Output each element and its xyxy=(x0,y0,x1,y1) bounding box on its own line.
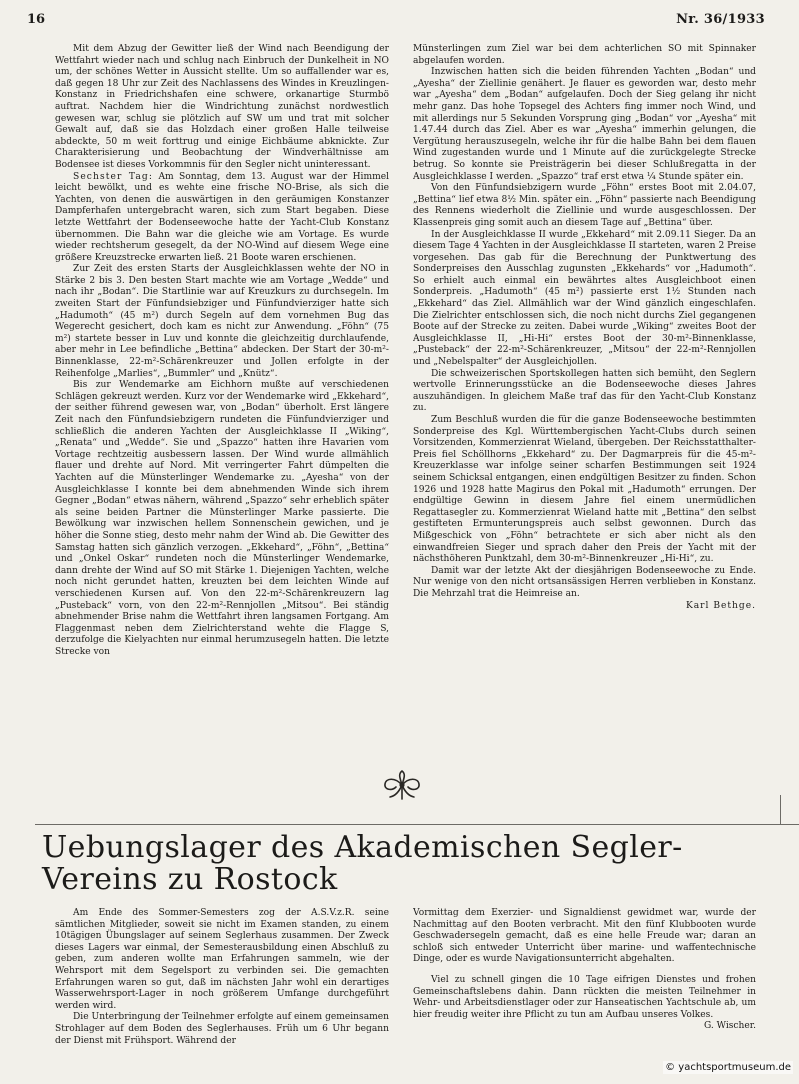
paragraph: Von den Fünfundsiebzigern wurde „Föhn“ erstes Boot mit 2.04.07, „Bettina“ lief etwa 8½ Min. später ein. „Föhn“ passierte nach Beendigung des Rennens wiederholt die Ziellinie und wurde ausgeschlossen. Der Klassenpreis ging somit auch an diesem Tage auf „Bettina“ über. xyxy=(413,183,756,228)
article2-left-column xyxy=(55,908,389,1076)
article2-headline: Uebungslager des Akademischen Segler-Vereins zu Rostock xyxy=(42,830,683,897)
section-text: Am Sonntag, dem 13. August war der Himmel leicht bewölkt, und es wehte eine frische NO-Brise, als sich die Yachten, von denen die auswärtigen in den geräumigen Konstanzer Dampferhafen untergebracht waren, sich zum Start begaben. Diese letzte Wettfahrt der Bodenseewoche hatte der Yacht-Club Konstanz übernommen. Die Bahn war die gleiche wie am Vortage. Es wurde wieder rechtsherum gesegelt, da der NO-Wind auf diesem Wege eine größere Kreuzstrecke erwarten ließ. 21 Boote waren erschienen. xyxy=(55,171,389,263)
paragraph: Münsterlingen zum Ziel war bei dem achterlichen SO mit Spinnaker abgelaufen worden. xyxy=(413,44,756,66)
paragraph: Zur Zeit des ersten Starts der Ausgleichklassen wehte der NO in Stärke 2 bis 3. Den besten Start machte wie am Vortage „Wedde“ und nach ihr „Bodan“. Die Startlinie war auf Kreuzkurs zu durchsegeln. Im zweiten Start der Fünfundsiebziger und Fünfundvierziger hatte sich „Hadumoth“ (45 m²) durch Segeln auf dem vornehmen Bug das Wegerecht gesichert, doch kam es nicht zur Anwendung. „Föhn“ (75 m²) startete besser in Luv und konnte die gleichzeitig durchlaufende, aber mehr in Lee befindliche „Bettina“ abdecken. Der Start der 30-m²-Binnenklasse, 22-m²-Schärenkreuzer und Jollen erfolgte in der Reihenfolge „Marlies“, „Bummler“ und „Knütz“. xyxy=(55,264,389,379)
paragraph: Vormittag dem Exerzier- und Signaldienst gewidmet war, wurde der Nachmittag auf den Booten verbracht. Mit den fünf Klubbooten wurde Geschwadersegeln gemacht, daß es eine helle Freude war; daran an schloß sich entweder Unterricht über marine- und waffentechnische Dinge, oder es wurde Navigationsunterricht abgehalten. xyxy=(413,908,756,965)
paragraph: Die Unterbringung der Teilnehmer erfolgte auf einem gemeinsamen Strohlager auf dem Boden des Seglerhauses. Früh um 6 Uhr begann der Dienst mit Frühsport. Während der xyxy=(55,1012,389,1046)
page-number: 16 xyxy=(27,12,46,27)
article1-left-column xyxy=(55,44,389,696)
paragraph: Die schweizerischen Sportskollegen hatten sich bemüht, den Seglern wertvolle Erinnerungsstücke an die Bodenseewoche dieses Jahres auszuhändigen. In gleichem Maße traf das für den Yacht-Club Konstanz zu. xyxy=(413,368,756,414)
author-signature: Karl Bethge. xyxy=(685,600,756,611)
watermark: © yachtsportmuseum.de xyxy=(665,1062,791,1073)
section-label: Sechster Tag: xyxy=(73,171,154,182)
article2-right-column xyxy=(413,908,756,1076)
paragraph: Am Ende des Sommer-Semesters zog der A.S.V.z.R. seine sämtlichen Mitglieder, soweit sie nicht im Examen standen, zu einem 10tägigen Übungslager auf seinem Seglerhaus zusammen. Der Zweck dieses Lagers war einmal, der Semesterausbildung einen Abschluß zu geben, zum anderen wollte man Erfahrungen sammeln, wie der Wehrsport mit dem Segelsport zu verbinden sei. Die gemachten Erfahrungen waren so gut, daß im nächsten Jahr wohl ein derartiges Wasserwehrsport-Lager in noch größerem Umfange durchgeführt werden wird. xyxy=(55,908,389,1011)
article1-right-column xyxy=(413,44,756,696)
paragraph xyxy=(55,172,389,265)
paragraph: Viel zu schnell gingen die 10 Tage eifrigen Dienstes und frohen Gemeinschaftslebens dahin. Dann rückten die meisten Teilnehmer in Wehr- und Arbeitsdienstlager oder zur Hanseatischen Yachtschule ab, um hier freudig weiter ihre Pflicht zu tun am Aufbau unseres Volkes. xyxy=(413,974,756,1020)
issue-number: Nr. 36/1933 xyxy=(676,12,765,27)
paragraph: Bis zur Wendemarke am Eichhorn mußte auf verschiedenen Schlägen gekreuzt werden. Kurz vor der Wendemarke wird „Ekkehard“, der seither führend gewesen war, von „Bodan“ überholt. Erst längere Zeit nach den Fünfundsiebzigern rundeten die Fünfundvierziger und schließlich die anderen Yachten der Ausgleichklasse II „Wiking“, „Renata“ und „Wedde“. Sie und „Spazzo“ hatten ihre Havarien vom Vortage rechtzeitig ausbessern lassen. Der Wind wurde allmählich flauer und drehte auf Nord. Mit verringerter Fahrt dümpelten die Yachten auf die Münsterlinger Wendemarke zu. „Ayesha“ von der Ausgleichklasse I konnte bei dem abnehmenden Winde sich ihrem Gegner „Bodan“ etwas nähern, während „Spazzo“ sehr erheblich später als seine beiden Partner die Münsterlinger Marke passierte. Die Bewölkung war inzwischen hellem Sonnenschein gewichen, und je höher die Sonne stieg, desto mehr nahm der Wind ab. Die Gewitter des Samstag hatten sich gänzlich verzogen. „Ekkehard“, „Föhn“, „Bettina“ und „Onkel Oskar“ rundeten noch die Münsterlinger Wendemarke, dann drehte der Wind auf SO mit Stärke 1. Diejenigen Yachten, welche noch nicht gerundet hatten, kreuzten bei dem leichten Winde auf verschiedenen Kursen auf. Von den 22-m²-Schärenkreuzern lag „Pusteback“ vorn, von den 22-m²-Rennjollen „Mitsou“. Bei ständig abnehmender Brise nahm die Wettfahrt ihren langsamen Fortgang. Am Flaggenmast neben dem Zielrichterstand wehte die Flagge S, derzufolge die Kielyachten nur einmal herumzusegeln hatten. Die letzte Strecke von xyxy=(55,380,389,657)
floral-ornament-icon xyxy=(380,768,424,802)
paragraph: Inzwischen hatten sich die beiden führenden Yachten „Bodan“ und „Ayesha“ der Ziellinie genähert. Je flauer es geworden war, desto mehr war „Ayesha“ dem „Bodan“ aufgelaufen. Doch der Sieg gelang ihr nicht mehr ganz. Das hohe Topsegel des Achters fing immer noch Wind, und mit allerdings nur 5 Sekunden Vorsprung ging „Bodan“ vor „Ayesha“ mit 1.47.44 durch das Ziel. Aber es war „Ayesha“ immerhin gelungen, die Vergütung herauszusegeln, welche ihr für die halbe Bahn bei dem flauen Wind zugestanden wurde und 1 Minute auf die zurückgelegte Strecke betrug. So konnte sie Preisträgerin bei dieser Schlußregatta in der Ausgleichklasse I werden. „Spazzo“ traf erst etwa ¼ Stunde später ein. xyxy=(413,67,756,182)
paragraph: Damit war der letzte Akt der diesjährigen Bodenseewoche zu Ende. Nur wenige von den nicht ortsansässigen Herren verblieben in Konstanz. Die Mehrzahl trat die Heimreise an. xyxy=(413,565,756,599)
separator-vertical xyxy=(780,795,781,825)
paragraph: In der Ausgleichklasse II wurde „Ekkehard“ mit 2.09.11 Sieger. Da an diesem Tage 4 Yachten in der Ausgleichklasse II starteten, waren 2 Preise vorgesehen. Das gab für die Berechnung der Punktwertung des Sonderpreises den Ausschlag zugunsten „Ekkehards“ vor „Hadumoth“. So erhielt auch einmal ein bewährtes altes Ausgleichboot einen Sonderpreis. „Hadumoth“ (45 m²) passierte erst 1½ Stunden nach „Ekkehard“ das Ziel. Allmählich war der Wind gänzlich eingeschlafen. Die Zielrichter entschlossen sich, die noch nicht durchs Ziel gegangenen Boote auf der Strecke zu zeiten. Dabei wurde „Wiking“ zweites Boot der Ausgleichklasse II, „Hi-Hi“ erstes Boot der 30-m²-Binnenklasse, „Pusteback“ der 22-m²-Schärenkreuzer, „Mitsou“ der 22-m²-Rennjollen und „Nebelspalter“ der Ausgleichjollen. xyxy=(413,229,756,368)
paragraph: Mit dem Abzug der Gewitter ließ der Wind nach Beendigung der Wettfahrt wieder nach und schlug nach Einbruch der Dunkelheit in NO um, der schönes Wetter in Aussicht stellte. Um so auffallender war es, daß gegen 18 Uhr zur Zeit des Nachlassens des Windes in Kreuzlingen-Konstanz in Friedrichshafen eine schwere, orkanartige Sturmbö auftrat. Nachdem hier die Windrichtung zunächst nordwestlich gewesen war, schlug sie plötzlich auf SW um und trat mit solcher Gewalt auf, daß sie das Holzdach einer großen Halle teilweise abdeckte, 50 m weit forttrug und einige Eichbäume abknickte. Zur Charakterisierung und Beobachtung der Windverhältnisse am Bodensee ist dieses Vorkommnis für den Segler nicht uninteressant. xyxy=(55,44,389,170)
author-signature: G. Wischer. xyxy=(703,1021,756,1032)
paragraph: Zum Beschluß wurden die für die ganze Bodenseewoche bestimmten Sonderpreise des Kgl. Württembergischen Yacht-Clubs durch seinen Vorsitzenden, Kommerzienrat Wieland, übergeben. Der Reichsstatthalter-Preis fiel Schöllhorns „Ekkehard“ zu. Der Dagmarpreis für die 45-m²-Kreuzerklasse war infolge seiner scharfen Bestimmungen seit 1924 seinem Schicksal entgangen, einen endgültigen Besitzer zu finden. Schon 1926 und 1928 hatte Magirus den Pokal mit „Hadumoth“ errungen. Der endgültige Gewinn in diesem Jahre fiel einem unermüdlichen Regattasegler zu. Kommerzienrat Wieland hatte mit „Bettina“ den selbst gestifteten Ermunterungspreis auch selbst gewonnen. Durch das Mißgeschick von „Föhn“ betrachtete er sich aber nicht als den einwandfreien Sieger und sprach daher den Preis der Yacht mit der nächsthöheren Punktzahl, dem 30-m²-Binnenkreuzer „Hi-Hi“, zu. xyxy=(413,415,756,565)
separator-rule xyxy=(35,824,799,825)
